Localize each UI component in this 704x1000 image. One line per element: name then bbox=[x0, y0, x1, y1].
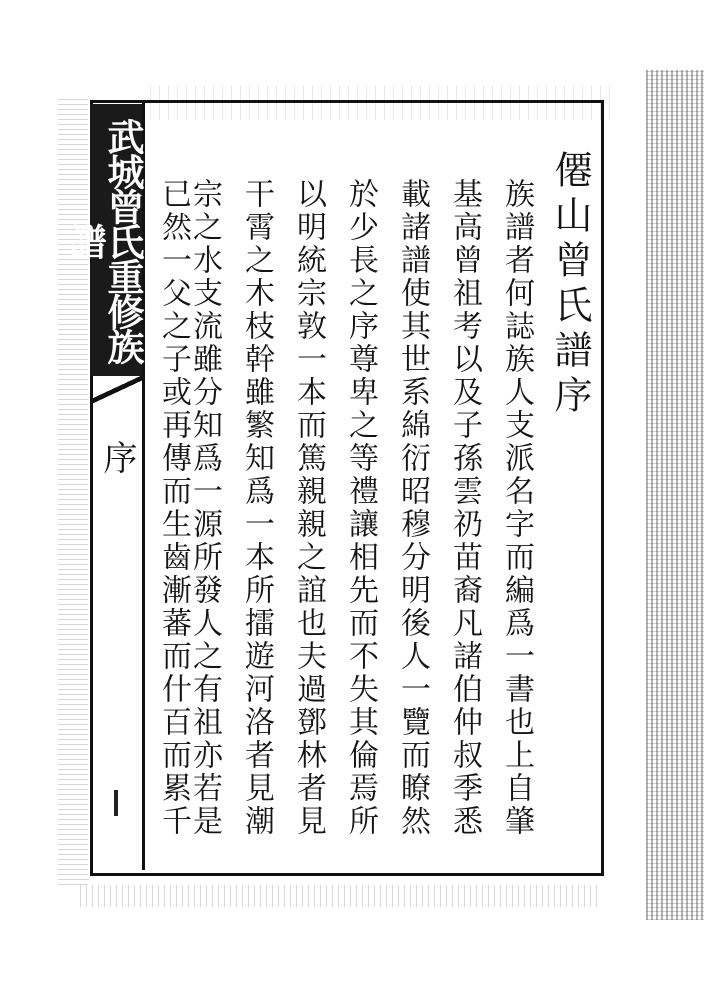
preface-title: 僊山曾氏譜序 bbox=[548, 150, 592, 420]
scan-noise-left bbox=[58, 95, 88, 885]
text-column-5: 以明統宗敦一本而篤親親之誼也夫過鄧林者見 bbox=[291, 178, 326, 838]
text-column-1: 族譜者何誌族人支派名字而編爲一書也上自肇 bbox=[499, 178, 534, 838]
text-column-2: 基高曾祖考以及子孫雲礽苗裔凡諸伯仲叔季悉 bbox=[447, 178, 482, 838]
text-column-7: 宗之水支流雖分知爲一源所發人之有祖亦若是 bbox=[187, 178, 222, 838]
text-column-4: 於少長之序尊卑之等禮讓相先而不失其倫焉所 bbox=[343, 178, 378, 838]
text-column-3: 載諸譜使其世系綿衍昭穆分明後人一覽而瞭然 bbox=[395, 178, 430, 838]
text-column-6: 干霄之木枝幹雖繁知爲一本所擂遊河洛者見潮 bbox=[239, 178, 274, 838]
spine-fishtail-mark bbox=[90, 376, 142, 404]
spine-section-label: 序 bbox=[97, 440, 137, 474]
spine-book-title: 武城曾氏重修族譜 bbox=[90, 104, 142, 376]
text-column-8: 已然一父之子或再傳而生齒漸蕃而什百而累千 bbox=[156, 178, 191, 838]
scan-noise-right bbox=[646, 70, 704, 920]
spine-folio-number bbox=[114, 790, 118, 816]
scan-noise-bottom bbox=[80, 885, 600, 907]
